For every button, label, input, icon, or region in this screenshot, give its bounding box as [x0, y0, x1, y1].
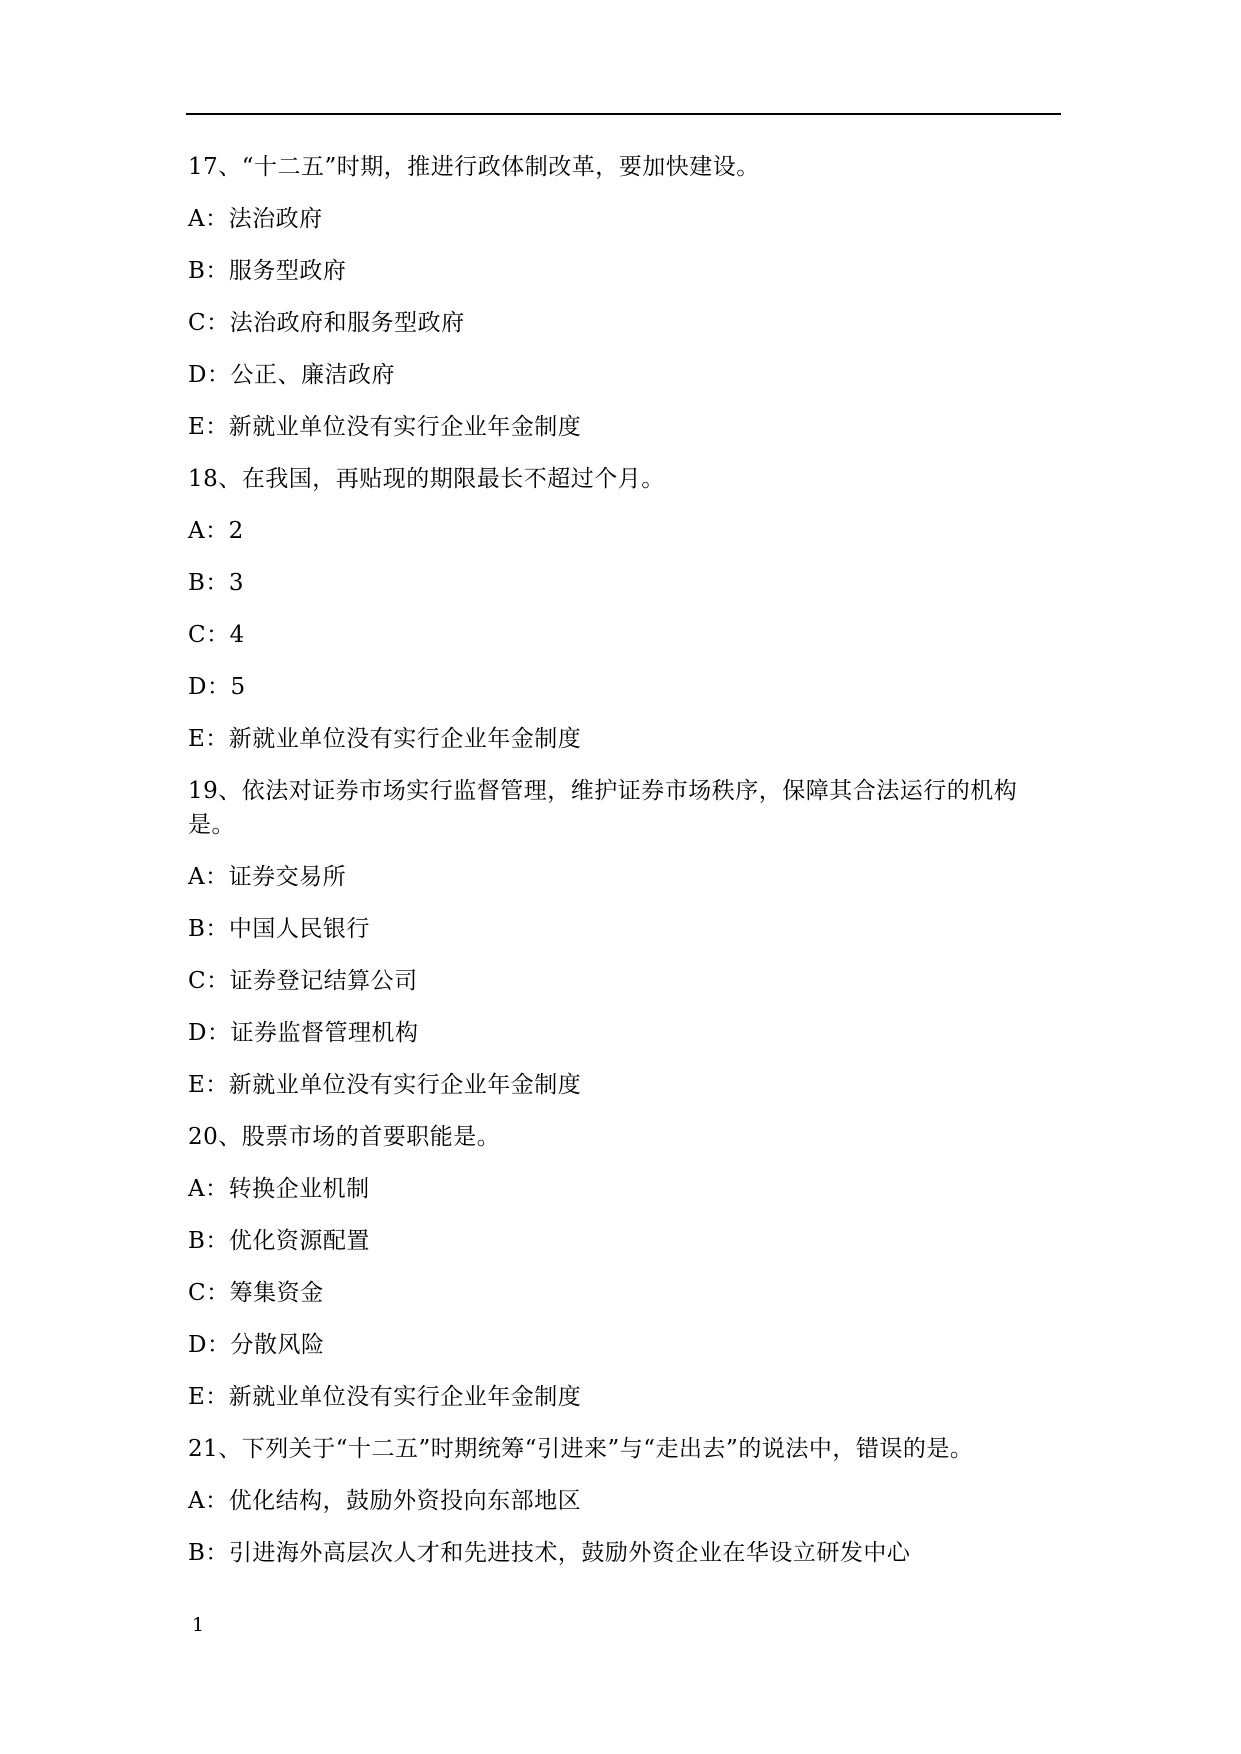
option-text: 公正、廉洁政府	[230, 362, 395, 388]
option-text: 分散风险	[230, 1332, 325, 1358]
option-b	[188, 1536, 1064, 1570]
question-18	[188, 462, 1064, 756]
option-letter: B：	[188, 1540, 229, 1566]
question-stem: 17、“十二五”时期，推进行政体制改革，要加快建设。	[188, 154, 760, 180]
option-letter: E：	[188, 726, 229, 752]
page-number: 1	[192, 1614, 205, 1636]
option-text: 3	[228, 570, 245, 596]
option-text: 筹集资金	[229, 1280, 324, 1306]
option-letter: B：	[188, 570, 229, 596]
option-text: 中国人民银行	[228, 916, 370, 942]
option-text: 2	[228, 518, 244, 544]
option-text: 转换企业机制	[228, 1176, 370, 1202]
option-letter: C：	[188, 622, 230, 648]
option-c	[188, 618, 1064, 652]
option-text: 引进海外高层次人才和先进技术，鼓励外资企业在华设立研发中心	[228, 1540, 911, 1566]
option-d	[188, 358, 1064, 392]
option-text: 4	[229, 622, 245, 648]
option-letter: E：	[188, 1384, 229, 1410]
option-a	[188, 1484, 1064, 1518]
option-c	[188, 964, 1064, 998]
question-stem: 20、股票市场的首要职能是。	[188, 1124, 501, 1150]
option-a	[188, 1172, 1064, 1206]
question-21	[188, 1432, 1064, 1570]
question-17	[188, 150, 1064, 444]
option-e	[188, 1068, 1064, 1102]
option-text: 优化资源配置	[228, 1228, 370, 1254]
option-a	[188, 860, 1064, 894]
option-text: 服务型政府	[228, 258, 347, 284]
option-letter: C：	[188, 1280, 230, 1306]
option-letter: B：	[188, 1228, 229, 1254]
option-letter: B：	[188, 258, 229, 284]
option-text: 新就业单位没有实行企业年金制度	[228, 1384, 582, 1410]
option-b	[188, 566, 1064, 600]
option-letter: A：	[188, 1488, 229, 1514]
option-d	[188, 1328, 1064, 1362]
option-text: 法治政府	[228, 206, 323, 232]
option-letter: C：	[188, 310, 230, 336]
option-letter: D：	[188, 1332, 231, 1358]
option-letter: E：	[188, 1072, 229, 1098]
question-20	[188, 1120, 1064, 1414]
option-e	[188, 410, 1064, 444]
option-letter: A：	[188, 1176, 229, 1202]
option-letter: D：	[188, 362, 231, 388]
question-stem: 21、下列关于“十二五”时期统筹“引进来”与“走出去”的说法中，错误的是。	[188, 1436, 974, 1462]
option-letter: D：	[188, 674, 231, 700]
option-e	[188, 722, 1064, 756]
option-e	[188, 1380, 1064, 1414]
option-letter: A：	[188, 864, 229, 890]
option-a	[188, 202, 1064, 236]
option-b	[188, 1224, 1064, 1258]
document-body	[188, 150, 1064, 1588]
option-text: 证券登记结算公司	[229, 968, 418, 994]
option-d	[188, 670, 1064, 704]
option-letter: D：	[188, 1020, 231, 1046]
option-text: 证券监督管理机构	[230, 1020, 419, 1046]
header-rule	[186, 113, 1061, 115]
option-text: 优化结构，鼓励外资投向东部地区	[228, 1488, 582, 1514]
option-letter: A：	[188, 518, 229, 544]
option-letter: E：	[188, 414, 229, 440]
question-stem: 19、依法对证券市场实行监督管理，维护证券市场秩序，保障其合法运行的机构是。	[188, 778, 1018, 838]
option-text: 5	[230, 674, 246, 700]
option-c	[188, 1276, 1064, 1310]
option-b	[188, 254, 1064, 288]
option-c	[188, 306, 1064, 340]
question-19	[188, 774, 1064, 1102]
option-letter: A：	[188, 206, 229, 232]
option-text: 证券交易所	[228, 864, 347, 890]
option-letter: C：	[188, 968, 230, 994]
option-d	[188, 1016, 1064, 1050]
option-text: 法治政府和服务型政府	[229, 310, 465, 336]
option-b	[188, 912, 1064, 946]
option-text: 新就业单位没有实行企业年金制度	[228, 1072, 582, 1098]
option-letter: B：	[188, 916, 229, 942]
question-stem: 18、在我国，再贴现的期限最长不超过个月。	[188, 466, 665, 492]
option-text: 新就业单位没有实行企业年金制度	[228, 726, 582, 752]
option-a	[188, 514, 1064, 548]
option-text: 新就业单位没有实行企业年金制度	[228, 414, 582, 440]
